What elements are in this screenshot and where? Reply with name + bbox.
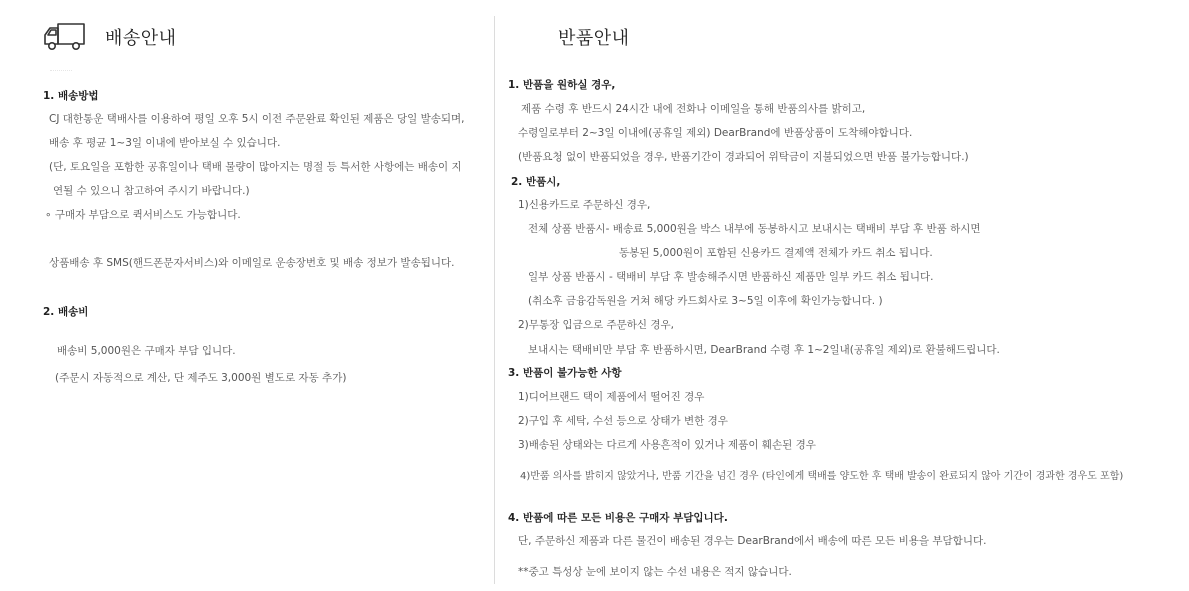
shipping-title: 배송안내	[105, 28, 177, 49]
returns-s2-line: 보내시는 택배비만 부담 후 반품하시면, DearBrand 수령 후 1~2일내(공휴일 제외)로 환불해드립니다.	[528, 344, 1000, 356]
returns-title: 반품안내	[558, 28, 630, 49]
shipping-method-heading: 1. 배송방법	[43, 90, 99, 102]
shipping-method-line: 상품배송 후 SMS(핸드폰문자서비스)와 이메일로 운송장번호 및 배송 정보가 발송됩니다.	[49, 257, 455, 269]
returns-s2-line: 전체 상품 반품시- 배송료 5,000원을 박스 내부에 동봉하시고 보내시는 택배비 부담 후 반품 하시면	[528, 223, 981, 235]
shipping-method-line: 배송 후 평균 1~3일 이내에 받아보실 수 있습니다.	[49, 137, 281, 149]
divider-mark	[50, 70, 72, 75]
returns-s4-heading-emphasis: 구매자 부담입니다.	[639, 512, 728, 524]
shipping-method-line: CJ 대한통운 택배사를 이용하여 평일 오후 5시 이전 주문완료 확인된 제품은 당일 발송되며,	[49, 113, 465, 125]
shipping-fee-line: (주문시 자동적으로 계산, 단 제주도 3,000원 별도로 자동 추가)	[55, 372, 347, 384]
returns-s1-line: 수령일로부터 2~3일 이내에(공휴일 제외) DearBrand에 반품상품이 도착해야합니다.	[518, 127, 913, 139]
returns-s4-line: **중고 특성상 눈에 보이지 않는 수선 내용은 적지 않습니다.	[518, 566, 792, 578]
shipping-fee-heading: 2. 배송비	[43, 306, 89, 318]
returns-s2-line: 일부 상품 반품시 - 택배비 부담 후 발송해주시면 반품하신 제품만 일부 카드 취소 됩니다.	[528, 271, 934, 283]
shipping-method-line: (단, 토요일을 포함한 공휴일이나 택배 물량이 많아지는 명절 등 특서한 사항에는 배송이 지	[49, 161, 462, 173]
returns-s2-line: (취소후 금융감독원을 거쳐 해당 카드회사로 3~5일 이후에 확인가능합니다. )	[528, 295, 883, 307]
returns-s3-line: 3)배송된 상태와는 다르게 사용흔적이 있거나 제품이 훼손된 경우	[518, 439, 816, 451]
returns-s3-line: 1)디어브랜드 택이 제품에서 떨어진 경우	[518, 391, 705, 403]
returns-s1-heading: 1. 반품을 원하실 경우,	[508, 79, 616, 91]
returns-s2-line: 2)무통장 입금으로 주문하신 경우,	[518, 319, 674, 331]
returns-s2-line: 1)신용카드로 주문하신 경우,	[518, 199, 651, 211]
shipping-fee-line: 배송비 5,000원은 구매자 부담 입니다.	[57, 345, 236, 357]
returns-s3-line: 4)반품 의사를 밝히지 않았거나, 반품 기간을 넘긴 경우 (타인에게 택배를 양도한 후 택배 발송이 완료되지 않아 기간이 경과한 경우도 포함)	[520, 471, 1124, 482]
returns-s2-line: 동봉된 5,000원이 포함된 신용카드 결제액 전체가 카드 취소 됩니다.	[619, 247, 933, 259]
truck-icon	[42, 22, 88, 52]
shipping-method-line: ∘ 구매자 부담으로 퀵서비스도 가능합니다.	[45, 209, 241, 221]
returns-s2-heading: 2. 반품시,	[511, 176, 561, 188]
returns-s1-line: (반품요청 없이 반품되었을 경우, 반품기간이 경과되어 위탁금이 지불되었으면 반품 불가능합니다.)	[518, 151, 969, 163]
returns-s3-line: 2)구입 후 세탁, 수선 등으로 상태가 변한 경우	[518, 415, 728, 427]
column-divider	[494, 16, 495, 584]
returns-s3-heading: 3. 반품이 불가능한 사항	[508, 367, 622, 379]
returns-s4-heading	[508, 510, 728, 525]
returns-s1-line: 제품 수령 후 반드시 24시간 내에 전화나 이메일을 통해 반품의사를 밝히고,	[521, 103, 866, 115]
returns-s4-line: 단, 주문하신 제품과 다른 물건이 배송된 경우는 DearBrand에서 배송에 따른 모든 비용을 부담합니다.	[518, 535, 987, 547]
returns-s4-heading-prefix: 4. 반품에 따른 모든 비용은	[508, 512, 640, 524]
shipping-method-line: 연될 수 있으니 참고하여 주시기 바랍니다.)	[53, 185, 250, 197]
